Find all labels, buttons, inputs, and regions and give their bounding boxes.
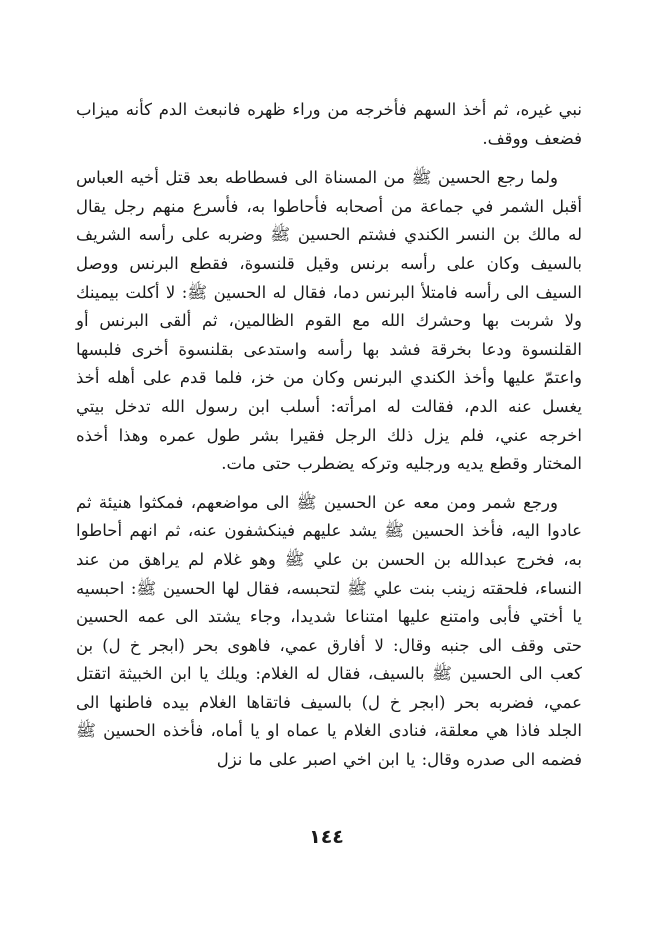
- page-number: ١٤٤: [309, 826, 344, 848]
- paragraph-2: ولما رجع الحسين ﷺ من المسناة الى فسطاطه بعد قتل أخيه العباس أقبل الشمر في جماعة من أصحابه فأحاطوا به، فأسرع منهم رجل يقال له مالك بن النسر الكندي فشتم الحسين ﷺ وضربه على رأسه الشريف بالسيف وكان على رأسه برنس وقيل قلنسوة، فقطع البرنس ووصل السيف الى رأسه فامتلأ البرنس دما، فقال له الحسين ﷺ: لا أكلت بيمينك ولا شربت بها وحشرك الله مع القوم الظالمين، ثم ألقى البرنس أو القلنسوة ودعا بخرقة فشد بها رأسه واستدعى بقلنسوة أخرى فلبسها واعتمّ عليها وأخذ الكندي البرنس وكان من خز، فلما قدم على أهله أخذ يغسل عنه الدم، فقالت له امرأته: أسلب ابن رسول الله تدخل بيتي اخرجه عني، فلم يزل ذلك الرجل فقيرا بشر طول عمره وهذا أخذه المختار وقطع يديه ورجليه وتركه يضطرب حتى مات.: [76, 168, 582, 474]
- paragraph-1: نبي غيره، ثم أخذ السهم فأخرجه من وراء ظهره فانبعث الدم كأنه ميزاب فضعف ووقف.: [76, 100, 582, 148]
- paragraph-3: ورجع شمر ومن معه عن الحسين ﷺ الى مواضعهم، فمكثوا هنيئة ثم عادوا اليه، فأخذ الحسين ﷺ يشد عليهم فينكشفون عنه، ثم انهم أحاطوا به، فخرج عبدالله بن الحسن بن علي ﷺ وهو غلام لم يراهق من عند النساء، فلحقته زينب بنت علي ﷺ لتحبسه، فقال لها الحسين ﷺ: احبسيه يا أختي فأبى وامتنع عليها امتناعا شديدا، وجاء يشتد الى عمه الحسين حتى وقف الى جنبه وقال: لا أفارق عمي، فاهوى بحر (ابجر خ ل) بن كعب الى الحسين ﷺ بالسيف، فقال له الغلام: ويلك يا ابن الخبيثة اتقتل عمي، فضربه بحر (ابجر خ ل) بالسيف فاتقاها الغلام بيده فاطنها الى الجلد فاذا هي معلقة، فنادى الغلام يا عماه او يا أماه، فأخذه الحسين ﷺ فضمه الى صدره وقال: يا ابن اخي اصبر على ما نزل: [76, 492, 582, 770]
- book-page-body: [76, 96, 582, 775]
